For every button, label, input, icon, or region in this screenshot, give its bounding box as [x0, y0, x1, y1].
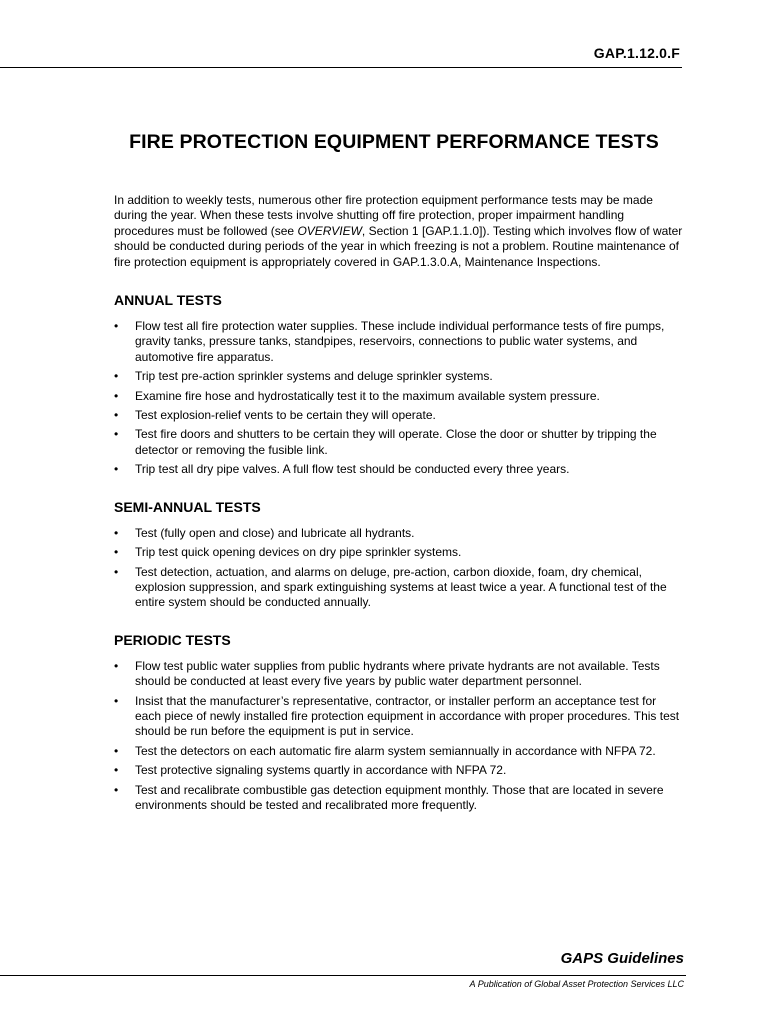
intro-text-part2: , Section 1 [GAP.1.1.0]). Testing which involves flow of water should be conducted during periods of the year in which freezing is not a problem. Routine maintenance of fire protection equipment is appropriately covered in GAP.1.3.0.A, Maintenance Inspections. [114, 223, 683, 269]
list-item: • Test fire doors and shutters to be certain they will operate. Close the door or shutter by tripping the detector or removing the fusible link. [114, 427, 684, 458]
document-id: GAP.1.12.0.F [593, 45, 680, 61]
periodic-tests-list [114, 659, 684, 814]
list-item: • Examine fire hose and hydrostatically test it to the maximum available system pressure. [114, 389, 684, 404]
annual-tests-list [114, 319, 684, 478]
list-item: • Test detection, actuation, and alarms on deluge, pre-action, carbon dioxide, foam, dry chemical, explosion suppression, and spark extinguishing systems at least twice a year. A functional test of the entire system should be conducted annually. [114, 565, 684, 611]
list-item: • Test and recalibrate combustible gas detection equipment monthly. Those that are located in severe environments should be tested and recalibrated more frequently. [114, 783, 684, 814]
footer-rule [0, 975, 686, 976]
list-item: • Flow test all fire protection water supplies. These include individual performance tests of fire pumps, gravity tanks, pressure tanks, standpipes, reservoirs, connections to public water systems, and automotive fire apparatus. [114, 319, 684, 365]
overview-reference: OVERVIEW [297, 223, 362, 238]
intro-paragraph [114, 193, 684, 270]
list-item: • Trip test all dry pipe valves. A full flow test should be conducted every three years. [114, 462, 684, 477]
footer-brand: GAPS Guidelines [560, 950, 684, 967]
annual-tests-heading: ANNUAL TESTS [114, 292, 222, 309]
list-item: • Test protective signaling systems quartly in accordance with NFPA 72. [114, 763, 684, 778]
list-item: • Trip test pre-action sprinkler systems and deluge sprinkler systems. [114, 369, 684, 384]
intro-text-part1: In addition to weekly tests, numerous other fire protection equipment performance tests may be made during the year. When these tests involve shutting off fire protection, proper impairment handling procedures must be followed (see [114, 193, 653, 238]
list-item: • Test explosion-relief vents to be certain they will operate. [114, 408, 684, 423]
periodic-tests-heading: PERIODIC TESTS [114, 631, 231, 648]
list-item: • Test (fully open and close) and lubricate all hydrants. [114, 526, 684, 541]
semi-annual-tests-list [114, 526, 684, 611]
list-item: • Flow test public water supplies from public hydrants where private hydrants are not available. Tests should be conducted at least every five years by public water department personnel. [114, 659, 684, 690]
semi-annual-tests-heading: SEMI-ANNUAL TESTS [114, 498, 261, 515]
list-item: • Test the detectors on each automatic fire alarm system semiannually in accordance with NFPA 72. [114, 744, 684, 759]
footer-publication: A Publication of Global Asset Protection Services LLC [469, 979, 684, 989]
page-title: FIRE PROTECTION EQUIPMENT PERFORMANCE TESTS [129, 131, 659, 153]
list-item: • Insist that the manufacturer’s representative, contractor, or installer perform an acceptance test for each piece of newly installed fire protection equipment in accordance with proper procedures. This test should be run before the equipment is put in service. [114, 694, 684, 740]
header-rule [0, 67, 682, 68]
document-body [114, 193, 684, 817]
list-item: • Trip test quick opening devices on dry pipe sprinkler systems. [114, 545, 684, 560]
